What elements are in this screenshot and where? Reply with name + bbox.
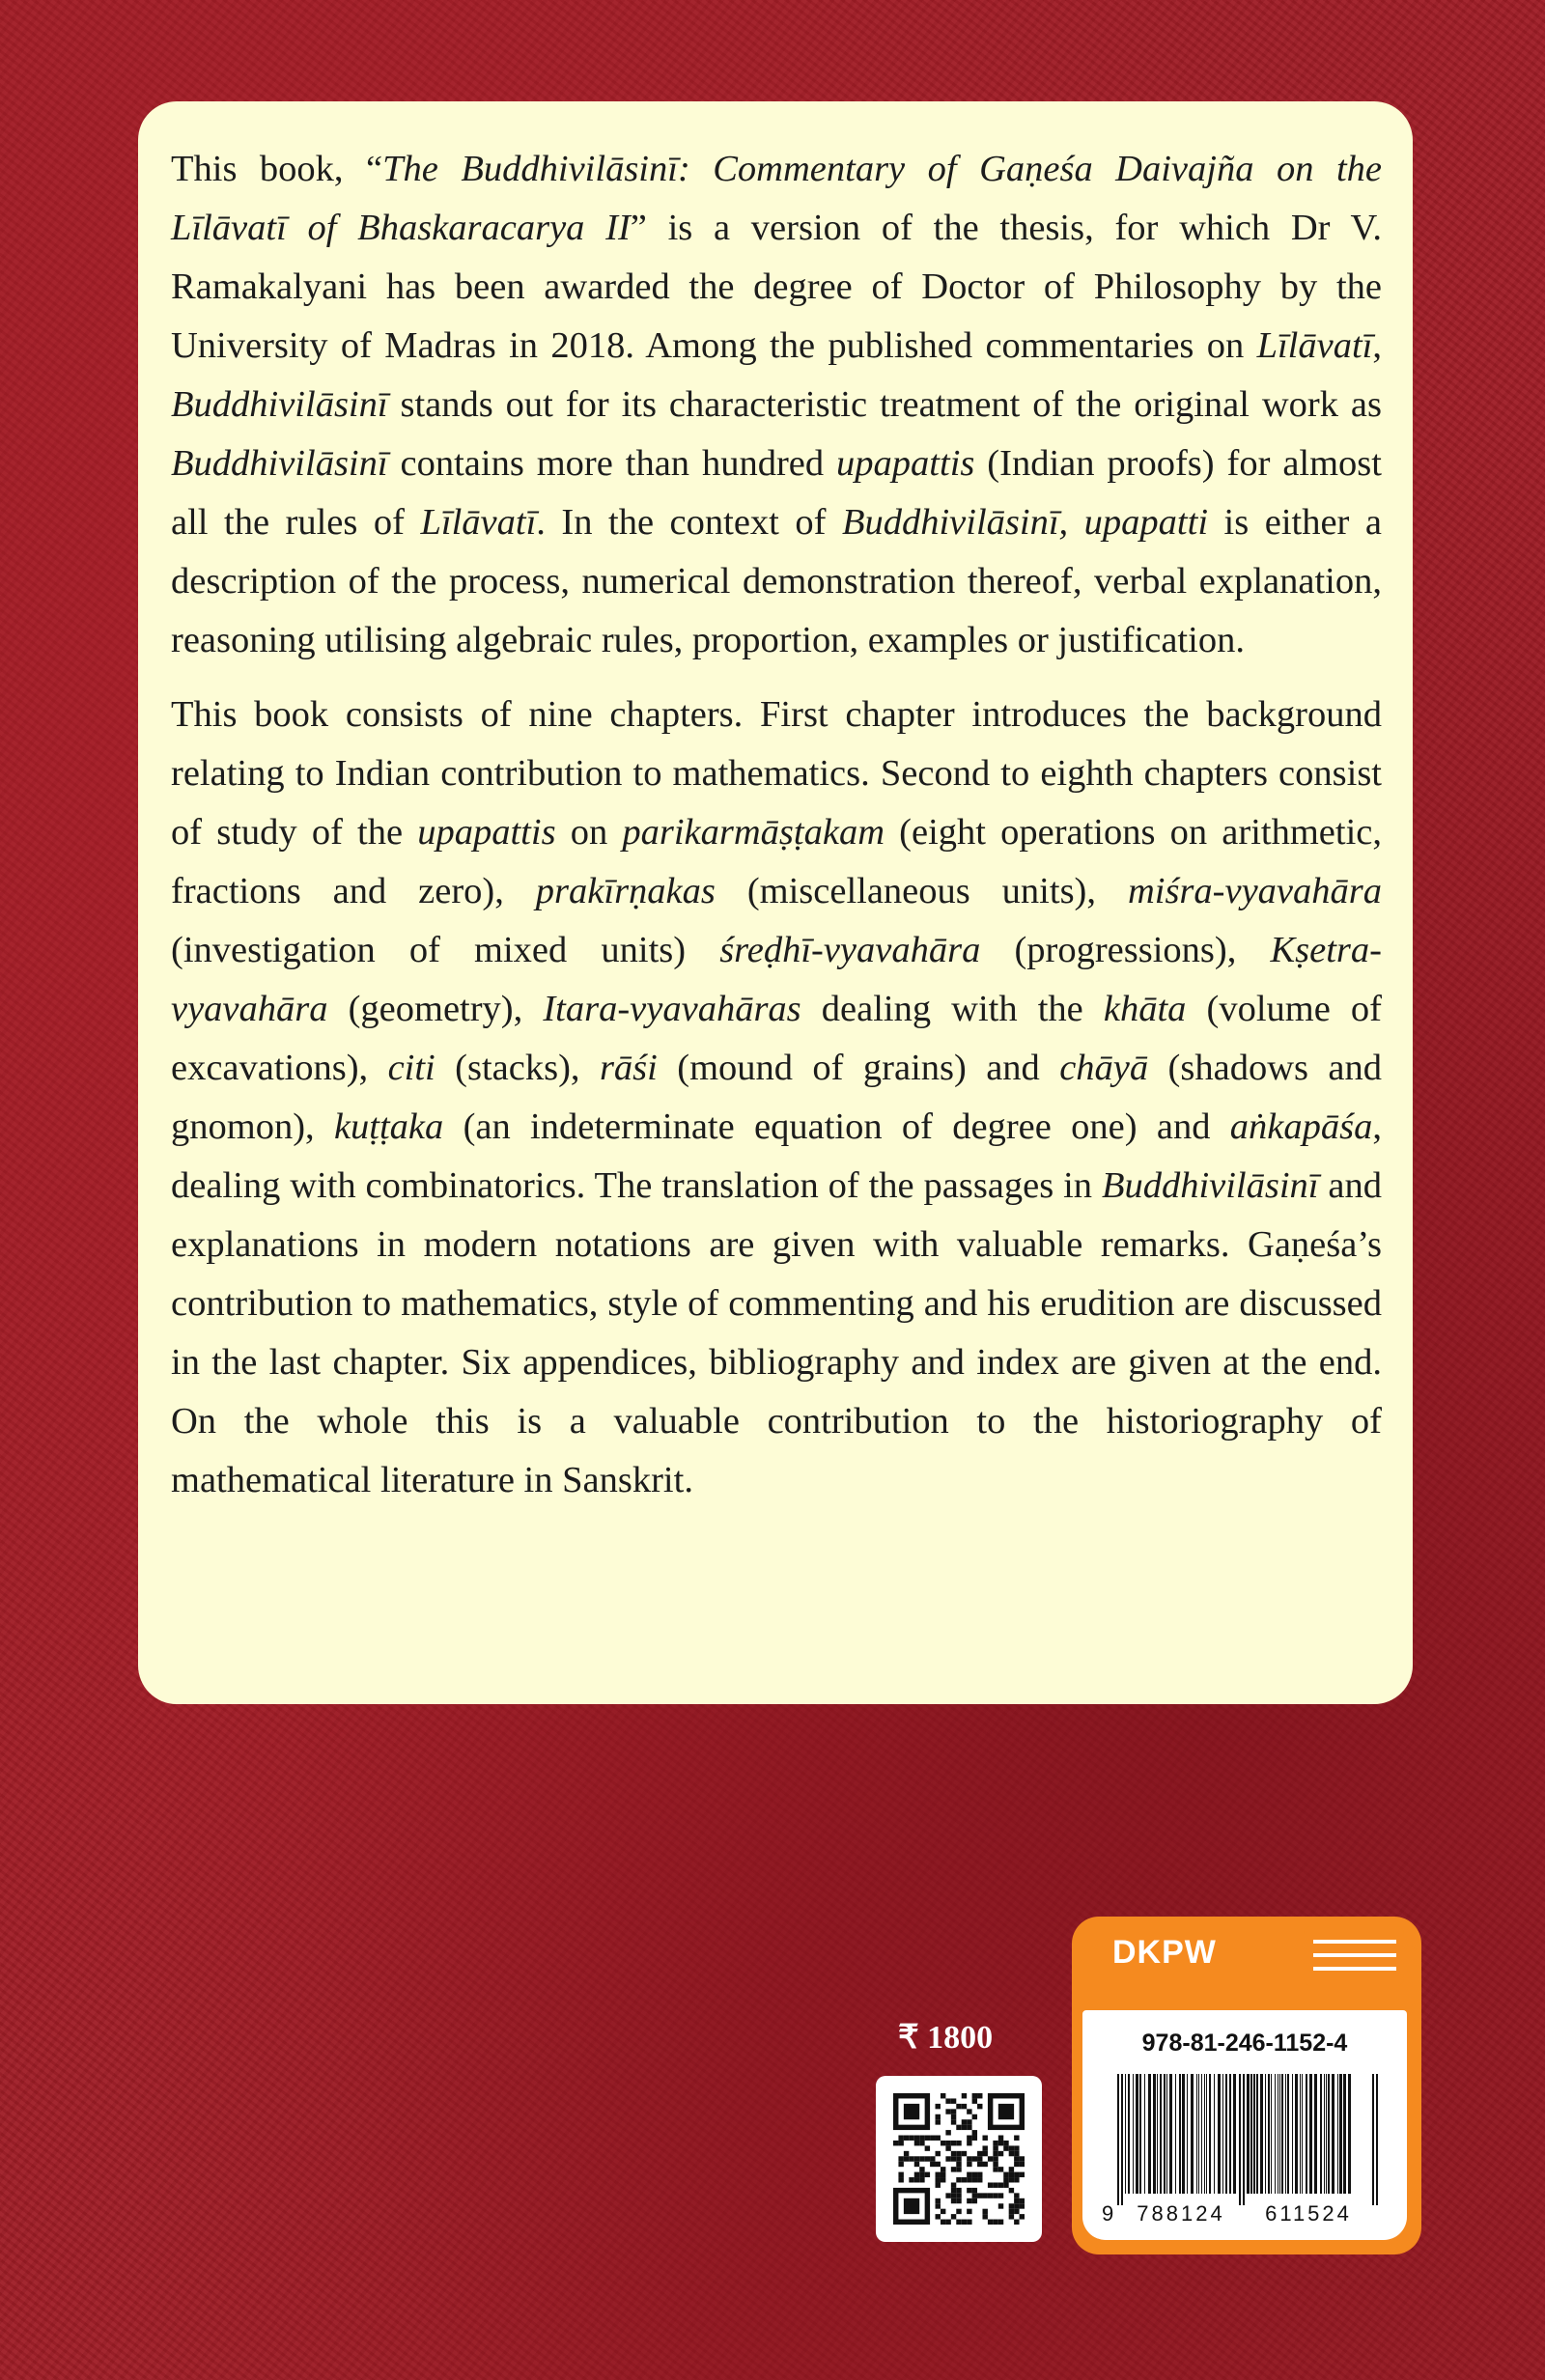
qr-code-icon (893, 2093, 1025, 2225)
description-panel (138, 101, 1413, 1704)
price-label: ₹ 1800 (898, 2020, 994, 2056)
barcode-digit-lead: 9 (1102, 2201, 1114, 2226)
isbn-number: 978-81-246-1152-4 (1141, 2030, 1348, 2057)
book-pages-icon (1304, 1926, 1404, 1986)
description-paragraph-2: This book consists of nine chapters. First chapter introduces the background relating to Indian contribution to mathematics. Second to eighth chapters consist of study of the upapattis on parikarmāṣṭakam (eight operations on arithmetic, fractions and zero), prakīrṇakas (miscellaneous units), miśra-vyavahāra (investigation of mixed units) śreḍhī-vyavahāra (progressions), Kṣetra-vyavahāra (geometry), Itara-vyavahāras dealing with the khāta (volume of excavations), citi (stacks), rāśi (mound of grains) and chāyā (shadows and gnomon), kuṭṭaka (an indeterminate equation of degree one) and aṅkapāśa, dealing with combinatorics. The translation of the passages in Buddhivilāsinī and explanations in modern notations are given with valuable remarks. Gaṇeśa’s contribution to mathematics, style of commenting and his erudition are discussed in the last chapter. Six appendices, bibliography and index are given at the end. On the whole this is a valuable contribution to the historiography of mathematical literature in Sanskrit. (171, 694, 1382, 1500)
publisher-logo: DKPW (1112, 1934, 1217, 1971)
qr-code (876, 2076, 1042, 2242)
isbn-barcode (1082, 2010, 1407, 2240)
isbn-barcode-icon (1100, 2074, 1390, 2228)
barcode-digits-left: 788124 (1137, 2201, 1225, 2226)
description-paragraph-1: This book, “The Buddhivilāsinī: Commentary of Gaṇeśa Daivajña on the Līlāvatī of Bhaskaracarya II” is a version of the thesis, for which Dr V. Ramakalyani has been awarded the degree of Doctor of Philosophy by the University of Madras in 2018. Among the published commentaries on Līlāvatī, Buddhivilāsinī stands out for its characteristic treatment of the original work as Buddhivilāsinī contains more than hundred upapattis (Indian proofs) for almost all the rules of Līlāvatī. In the context of Buddhivilāsinī, upapatti is either a description of the process, numerical demonstration thereof, verbal explanation, reasoning utilising algebraic rules, proportion, examples or justification. (171, 149, 1382, 660)
barcode-digits-right: 611524 (1265, 2201, 1352, 2226)
